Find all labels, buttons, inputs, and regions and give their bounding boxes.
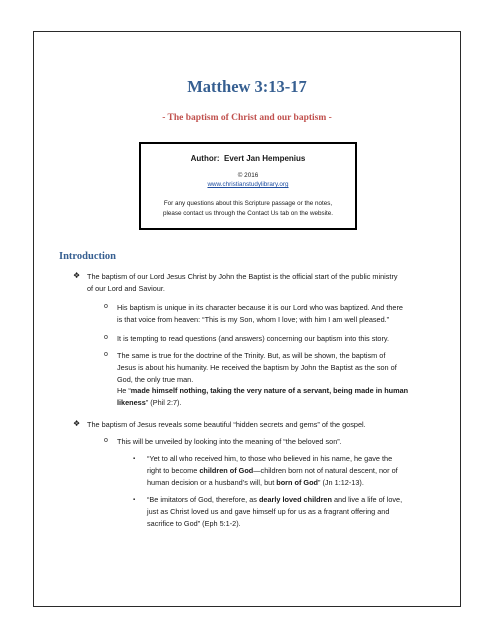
circle-bullet-icon: o xyxy=(104,437,108,444)
bullet-item-2: The baptism of Jesus reveals some beautiful “hidden secrets and gems” of the gospel. xyxy=(87,420,366,429)
diamond-bullet-icon: ❖ xyxy=(73,419,81,428)
square-bullet-icon: ▪ xyxy=(133,456,136,462)
contact-line-1: For any questions about this Scripture passage or the notes, xyxy=(163,200,333,207)
circle-bullet-icon: o xyxy=(104,303,108,310)
author-name: Evert Jan Hempenius xyxy=(223,154,306,163)
author-box xyxy=(139,142,357,230)
circle-bullet-icon: o xyxy=(104,334,108,341)
sub-item-beloved-son: This will be unveiled by looking into the meaning of “the beloved son”. xyxy=(117,437,342,446)
sub-item-1: His baptism is unique in its character because it is our Lord who was baptized. And there is that voice from heaven: “This is my Son, whom I love; with him I am well pleased.” xyxy=(117,303,403,324)
quote-item-2: “Be imitators of God, therefore, as dearly loved children and live a life of love, just as Christ loved us and gave himself up for us as a fragrant offering and sacrifice to God” (Eph 5:1-2). xyxy=(147,495,403,528)
introduction-heading: Introduction xyxy=(59,251,116,262)
quote-item-1: “Yet to all who received him, to those who believed in his name, he gave the right to become children of God—children born not of natural descent, nor of human decision or a husband’s will, but born of God” (Jn 1:12-13). xyxy=(147,454,398,487)
document-subtitle: - The baptism of Christ and our baptism - xyxy=(162,113,332,123)
website-link[interactable]: www.christianstudylibrary.org xyxy=(207,181,289,188)
author-label: Author: xyxy=(190,154,220,163)
author-line xyxy=(141,154,355,163)
square-bullet-icon: ▪ xyxy=(133,497,136,503)
bullet-item-1: The baptism of our Lord Jesus Christ by John the Baptist is the official start of the public ministry of our Lord and Saviour. xyxy=(87,272,398,293)
sub-item-3: The same is true for the doctrine of the Trinity. But, as will be shown, the baptism of Jesus is about his humanity. He received the baptism by John the Baptist as the son of God, the only true man. He “made himself nothing, taking the very nature of a servant, being made in human likeness” (Phil 2:7). xyxy=(117,351,409,408)
contact-line-2: please contact us through the Contact Us tab on the website. xyxy=(162,209,334,217)
contact-note xyxy=(141,199,355,218)
circle-bullet-icon: o xyxy=(104,351,108,358)
document-title: Matthew 3:13-17 xyxy=(187,77,307,96)
sub-item-2: It is tempting to read questions (and answers) concerning our baptism into this story. xyxy=(117,334,390,343)
copyright: © 2016 xyxy=(237,172,259,179)
diamond-bullet-icon: ❖ xyxy=(73,271,81,280)
